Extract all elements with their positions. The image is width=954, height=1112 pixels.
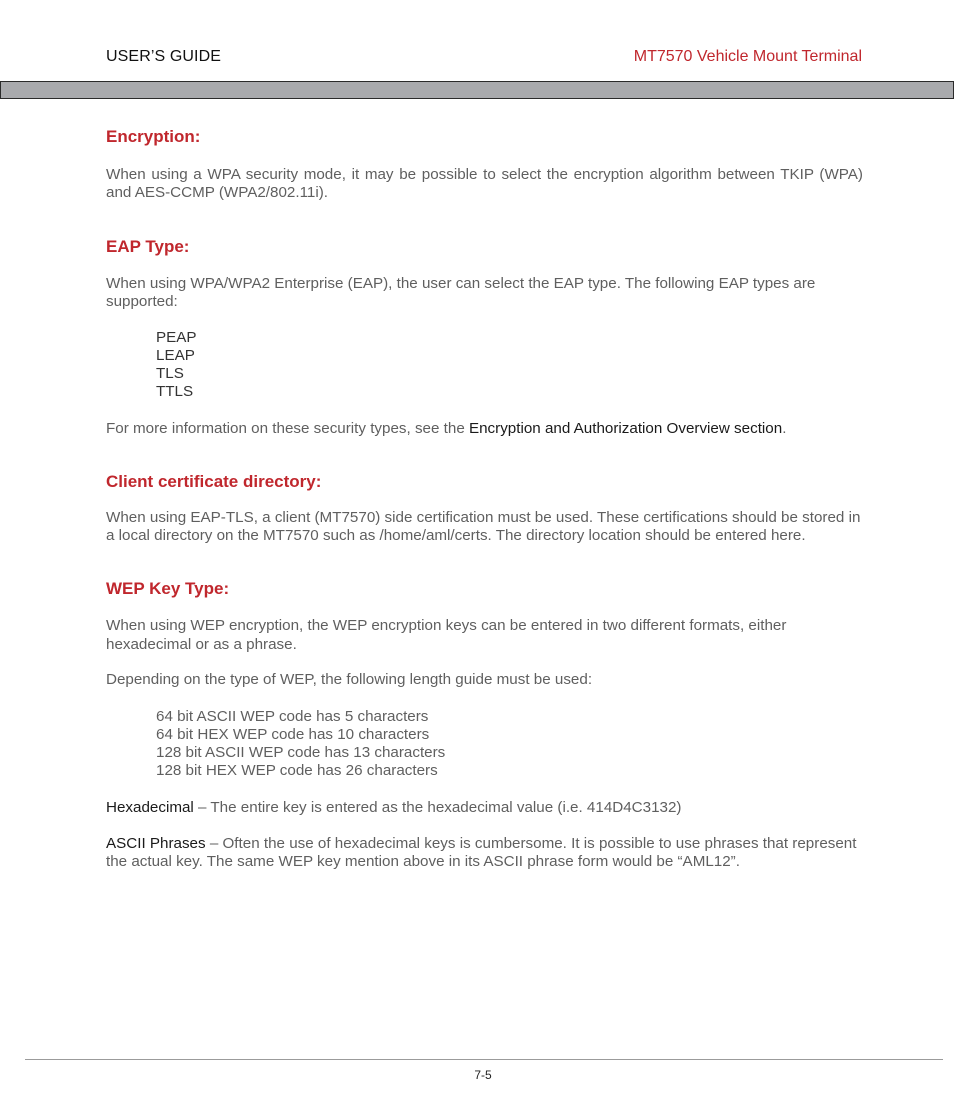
list-item: TTLS (156, 383, 194, 400)
header-guide-title: USER’S GUIDE (106, 48, 221, 65)
eap-types-list (106, 329, 863, 401)
header-product-title: MT7570 Vehicle Mount Terminal (633, 48, 862, 65)
more-info-prefix: For more information on these security types, see the (106, 420, 469, 437)
page-content (106, 126, 863, 871)
list-item: PEAP (156, 329, 197, 346)
list-item: 64 bit HEX WEP code has 10 characters (156, 726, 430, 743)
list-item: LEAP (156, 347, 195, 364)
list-item: TLS (156, 365, 184, 382)
more-info-suffix: . (782, 420, 787, 437)
list-item: 128 bit ASCII WEP code has 13 characters (156, 744, 446, 761)
heading-eap-type: EAP Type: (106, 237, 190, 256)
header-divider-bar (0, 81, 954, 99)
wep-body-length-guide: Depending on the type of WEP, the following length guide must be used: (106, 671, 593, 688)
eap-more-info (106, 420, 863, 438)
encryption-body: When using a WPA security mode, it may be possible to select the encryption algorithm between TKIP (WPA) and AES-CCMP (WPA2/802.11i). (106, 166, 863, 201)
ascii-phrases-text: – Often the use of hexadecimal keys is cumbersome. It is possible to use phrases that represent the actual key. The same WEP key mention above in its ASCII phrase form would be “AML12”. (106, 835, 857, 870)
heading-encryption: Encryption: (106, 127, 201, 146)
wep-body-formats: When using WEP encryption, the WEP encryption keys can be entered in two different formats, either hexadecimal or as a phrase. (106, 617, 787, 653)
list-item: 128 bit HEX WEP code has 26 characters (156, 762, 438, 779)
ascii-phrases-term: ASCII Phrases (106, 835, 206, 852)
heading-client-cert: Client certificate directory: (106, 472, 322, 491)
client-cert-body: When using EAP-TLS, a client (MT7570) side certification must be used. These certifications should be stored in a local directory on the MT7570 such as /home/aml/certs. The directory location should be entered here. (106, 509, 861, 544)
footer-divider (25, 1059, 943, 1060)
hexadecimal-term: Hexadecimal (106, 799, 194, 816)
eap-body: When using WPA/WPA2 Enterprise (EAP), the user can select the EAP type. The following EAP types are supported: (106, 275, 816, 310)
list-item: 64 bit ASCII WEP code has 5 characters (156, 708, 429, 725)
page-number: 7-5 (474, 1068, 492, 1082)
ascii-phrases-description (106, 835, 863, 871)
hexadecimal-description (106, 799, 863, 817)
heading-wep-key-type: WEP Key Type: (106, 579, 230, 598)
hexadecimal-text: – The entire key is entered as the hexadecimal value (i.e. 414D4C3132) (193, 799, 682, 816)
overview-section-link[interactable]: Encryption and Authorization Overview section (468, 420, 783, 437)
wep-length-list (106, 708, 863, 780)
